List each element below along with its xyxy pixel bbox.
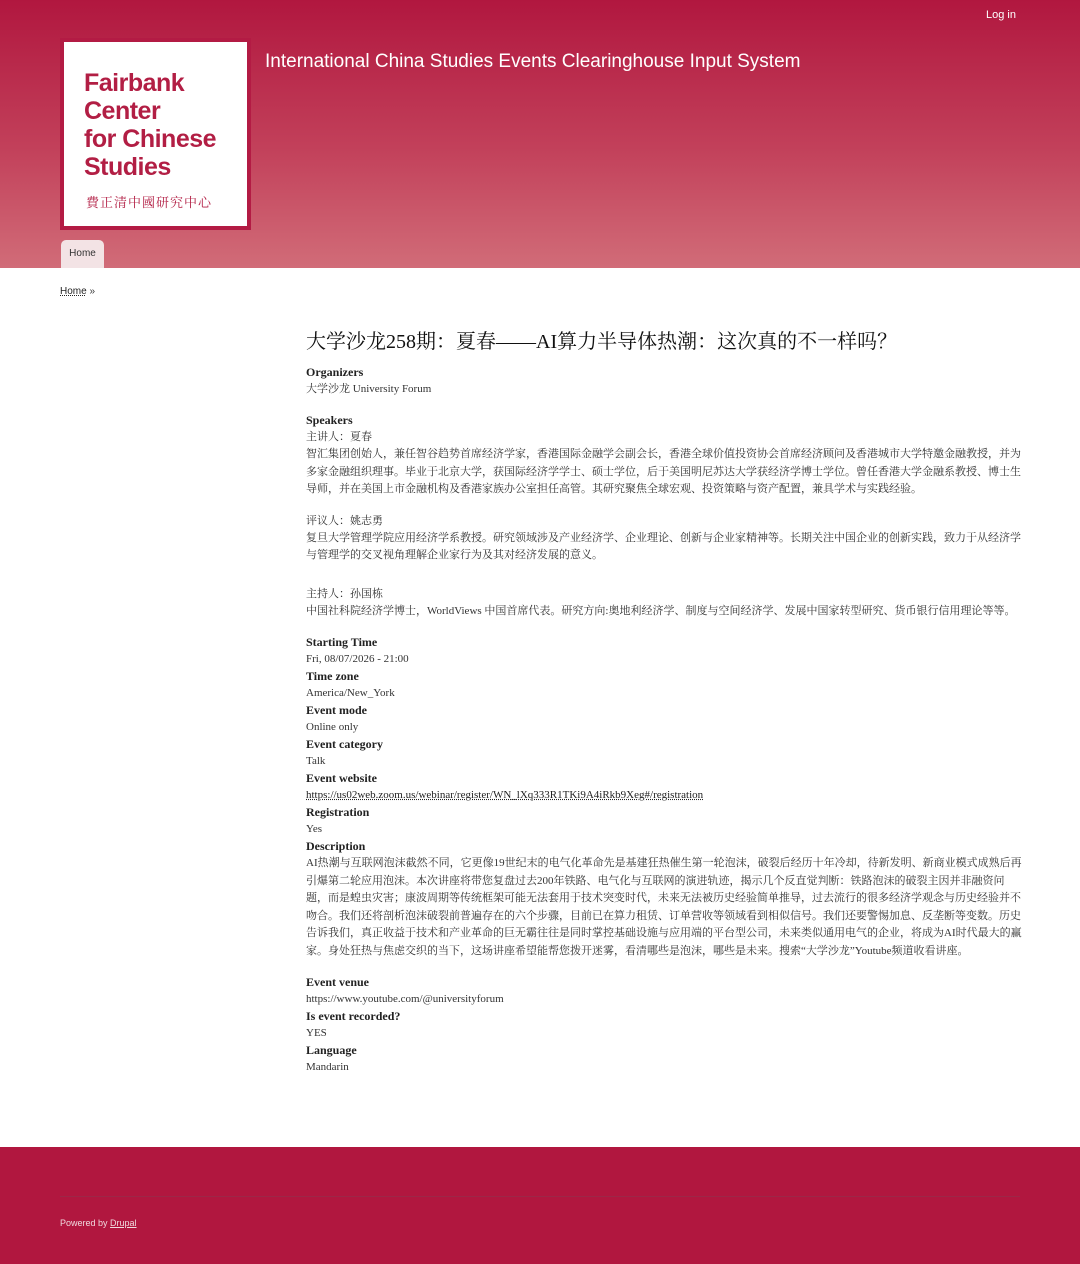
logo-wordmark xyxy=(84,69,216,181)
logo-line: Center xyxy=(84,97,161,125)
breadcrumb xyxy=(60,286,95,297)
starting-time-label: Starting Time xyxy=(306,635,378,649)
breadcrumb-separator: » xyxy=(89,286,96,297)
speaker-bio: 中国社科院经济学博士，WorldViews 中国首席代表。研究方向:奥地利经济学、制度与空间经济学、发展中国家转型研究、货币银行信用理论等等。 xyxy=(306,604,1016,617)
speakers-label: Speakers xyxy=(306,413,353,427)
recorded-value: YES xyxy=(306,1027,327,1039)
event-website-link[interactable]: https://us02web.zoom.us/webinar/register/WN_lXq333R1TKi9A4iRkb9Xeg#/registration xyxy=(306,789,704,801)
event-mode-value: Online only xyxy=(306,721,359,733)
footer-credit xyxy=(60,1218,137,1228)
speaker-role: 主持人：孙国栋 xyxy=(306,587,383,600)
event-category-label: Event category xyxy=(306,737,383,751)
description-text: AI热潮与互联网泡沫截然不同，它更像19世纪末的电气化革命先是基建狂热催生第一轮泡沫，破裂后经历十年冷却，待新发明、新商业模式成熟后再引爆第二轮应用泡沫。本次讲座将带您复盘过去200年铁路、电气化与互联网的演进轨迹，揭示几个反直觉判断：铁路泡沫的破裂主因并非融资问题，而是蝗虫灾害；康波周期等传统框架可能无法套用于技术突变时代，未来无法被历史经验简单推导，过去流行的很多经济学观念与历史经验并不吻合。我们还将剖析泡沫破裂前普遍存在的六个步骤，目前已在算力租赁、订单营收等领域看到相似信号。我们还要警惕加息、反垄断等变数。历史告诉我们，真正收益于技术和产业革命的巨无霸往往是同时掌控基础设施与应用端的平台型公司，未来类似通用电气的企业，将成为AI时代最大的赢家。身处狂热与焦虑交织的当下，这场讲座希望能帮您拨开迷雾，看清哪些是泡沫，哪些是未来。搜索“大学沙龙”Youtube频道收看讲座。 xyxy=(306,857,1022,957)
site-name[interactable]: International China Studies Events Clearinghouse Input System xyxy=(265,51,801,72)
logo-line: Fairbank xyxy=(84,69,185,97)
speaker-bio: 智汇集团创始人，兼任智谷趋势首席经济学家，香港国际金融学会副会长，香港全球价值投资协会首席经济顾问及香港城市大学特邀金融教授，并为多家金融组织理事。毕业于北京大学，获国际经济学学士、硕士学位，后于美国明尼苏达大学获经济学博士学位。曾任香港大学金融系教授、博士生导师，并在美国上市金融机构及香港家族办公室担任高管。其研究聚焦全球宏观、投资策略与资产配置，兼具学术与实践经验。 xyxy=(306,448,1021,495)
footer-divider xyxy=(60,1196,1020,1197)
registration-label: Registration xyxy=(306,805,370,819)
logo-panel xyxy=(64,42,247,226)
time-zone-label: Time zone xyxy=(306,669,359,683)
logo-line: for Chinese xyxy=(84,125,217,153)
registration-value: Yes xyxy=(306,823,323,835)
language-value: Mandarin xyxy=(306,1061,349,1073)
language-label: Language xyxy=(306,1043,357,1057)
event-mode-label: Event mode xyxy=(306,703,367,717)
login-link[interactable]: Log in xyxy=(986,9,1016,21)
starting-time-value: Fri, 08/07/2026 - 21:00 xyxy=(306,653,409,665)
breadcrumb-home-link[interactable]: Home xyxy=(60,286,87,297)
event-venue-label: Event venue xyxy=(306,975,369,989)
tab-home[interactable]: Home xyxy=(61,240,104,268)
site-footer xyxy=(0,1147,1080,1264)
site-logo[interactable] xyxy=(60,38,251,230)
event-category-value: Talk xyxy=(306,755,326,767)
event-content xyxy=(306,325,1022,1076)
description-label: Description xyxy=(306,839,366,853)
powered-by-text: Powered by xyxy=(60,1218,108,1228)
page-title: 大学沙龙258期：夏春——AI算力半导体热潮：这次真的不一样吗？ xyxy=(306,331,898,353)
recorded-label: Is event recorded? xyxy=(306,1009,401,1023)
event-website-label: Event website xyxy=(306,771,377,785)
drupal-link[interactable]: Drupal xyxy=(110,1218,137,1228)
speaker-role: 主讲人：夏春 xyxy=(306,431,372,443)
speaker-role: 评议人：姚志勇 xyxy=(306,514,383,527)
organizers-value: 大学沙龙 University Forum xyxy=(306,383,432,395)
site-header xyxy=(0,0,1080,268)
speaker-bio: 复旦大学管理学院应用经济学系教授。研究领域涉及产业经济学、企业理论、创新与企业家精神等。长期关注中国企业的创新实践，致力于从经济学与管理学的交叉视角理解企业家行为及其对经济发展的意义。 xyxy=(306,531,1021,561)
logo-line: Studies xyxy=(84,153,171,181)
event-venue-value: https://www.youtube.com/@universityforum xyxy=(306,993,504,1005)
logo-chinese-name: 費正清中國研究中心 xyxy=(86,196,213,211)
organizers-label: Organizers xyxy=(306,365,364,379)
time-zone-value: America/New_York xyxy=(306,687,395,699)
